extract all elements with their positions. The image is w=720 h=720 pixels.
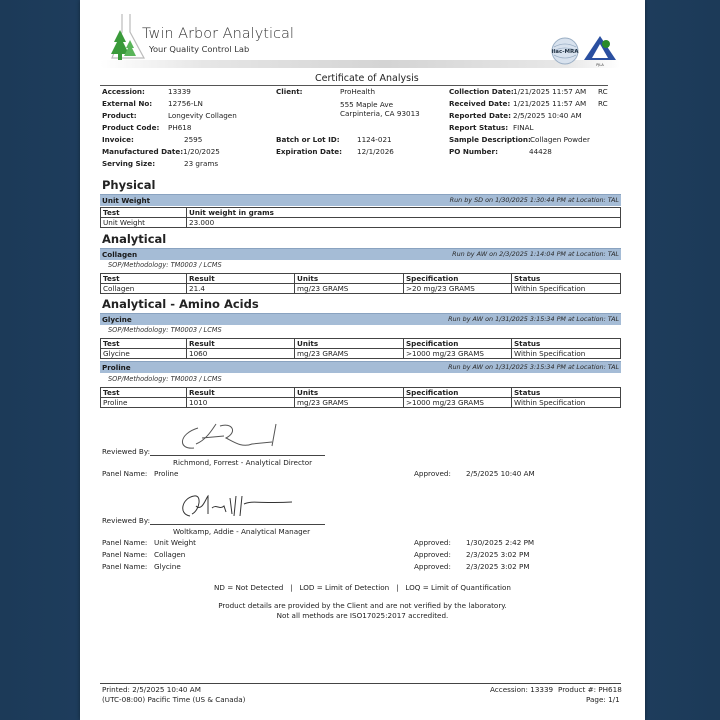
panel-name-label: Panel Name:	[102, 538, 148, 547]
product-code-label: Product Code:	[102, 123, 160, 132]
client-name: ProHealth	[340, 87, 376, 96]
section-physical-heading: Physical	[102, 178, 156, 192]
reported-date-label: Reported Date:	[449, 111, 511, 120]
footer-rule	[100, 683, 621, 684]
po-number-label: PO Number:	[449, 147, 498, 156]
signature-woltkamp	[172, 490, 302, 522]
column-header: Result	[187, 339, 295, 349]
footer-product: Product #: PH618	[558, 685, 622, 694]
external-no-label: External No:	[102, 99, 153, 108]
reported-date-value: 2/5/2025 10:40 AM	[513, 111, 582, 120]
approved-label: Approved:	[414, 469, 451, 478]
panel-run-info: Run by SD on 1/30/2025 1:30:44 PM at Location: TAL	[449, 196, 619, 204]
approved-value: 1/30/2025 2:42 PM	[466, 538, 535, 547]
table-row	[101, 398, 621, 408]
column-header: Status	[512, 388, 621, 398]
approved-label: Approved:	[414, 538, 451, 547]
printed-date: Printed: 2/5/2025 10:40 AM	[102, 685, 201, 694]
cell-units: mg/23 GRAMS	[295, 349, 404, 359]
cell-specification: >1000 mg/23 GRAMS	[404, 349, 512, 359]
panel-run-info: Run by AW on 2/3/2025 1:14:04 PM at Location: TAL	[452, 250, 619, 258]
panel-name: Proline	[102, 363, 131, 372]
column-header: Units	[295, 274, 404, 284]
cell-result: 1010	[187, 398, 295, 408]
sop-methodology: SOP/Methodology: TM0003 / LCMS	[108, 375, 222, 383]
sop-methodology: SOP/Methodology: TM0003 / LCMS	[108, 326, 222, 334]
accession-value: 13339	[168, 87, 191, 96]
cell-status: Within Specification	[512, 349, 621, 359]
column-header: Status	[512, 274, 621, 284]
svg-text:ilac-MRA: ilac-MRA	[551, 49, 579, 55]
cell-result: 1060	[187, 349, 295, 359]
panel-name-value: Unit Weight	[154, 538, 196, 547]
disclaimer-line-2: Not all methods are ISO17025:2017 accredited.	[276, 611, 449, 620]
serving-size-value: 23 grams	[184, 159, 219, 168]
table-header-row	[101, 274, 621, 284]
client-label: Client:	[276, 87, 303, 96]
ilac-mra-logo-icon	[550, 37, 580, 65]
column-header: Test	[101, 388, 187, 398]
glycine-table	[100, 338, 621, 359]
panel-bar-proline	[100, 361, 621, 373]
table-header-row	[101, 388, 621, 398]
approved-value: 2/5/2025 10:40 AM	[466, 469, 535, 478]
panel-name: Unit Weight	[102, 196, 151, 205]
batch-value: 1124-021	[357, 135, 392, 144]
column-header: Test	[101, 274, 187, 284]
signature-line	[150, 524, 325, 525]
cell-test: Collagen	[101, 284, 187, 294]
pjla-logo-icon	[582, 34, 618, 68]
sop-methodology: SOP/Methodology: TM0003 / LCMS	[108, 261, 222, 269]
signature-richmond	[172, 420, 292, 454]
column-header: Units	[295, 339, 404, 349]
panel-run-info: Run by AW on 1/31/2025 3:15:34 PM at Location: TAL	[448, 315, 619, 323]
cell-test: Unit Weight	[101, 218, 187, 228]
collection-initials: RC	[598, 87, 608, 96]
accession-label: Accession:	[102, 87, 145, 96]
report-status-label: Report Status:	[449, 123, 509, 132]
product-value: Longevity Collagen	[168, 111, 237, 120]
approved-label: Approved:	[414, 562, 451, 571]
column-header: Status	[512, 339, 621, 349]
panel-name-label: Panel Name:	[102, 469, 148, 478]
panel-bar-unit-weight	[100, 194, 621, 206]
svg-text:PJLA: PJLA	[596, 63, 604, 67]
batch-label: Batch or Lot ID:	[276, 135, 340, 144]
table-row	[101, 218, 621, 228]
column-header: Test	[101, 339, 187, 349]
header-rule	[100, 85, 608, 86]
signature-line	[150, 455, 325, 456]
column-header: Test	[101, 208, 187, 218]
table-header-row	[101, 339, 621, 349]
client-address-2: Carpinteria, CA 93013	[340, 109, 420, 118]
panel-name-label: Panel Name:	[102, 562, 148, 571]
column-header: Result	[187, 388, 295, 398]
cell-specification: >20 mg/23 GRAMS	[404, 284, 512, 294]
column-header: Specification	[404, 274, 512, 284]
cell-status: Within Specification	[512, 398, 621, 408]
footer-accession: Accession: 13339	[490, 685, 554, 694]
certificate-page	[80, 0, 645, 720]
cell-result: 21.4	[187, 284, 295, 294]
cell-status: Within Specification	[512, 284, 621, 294]
reviewer-name: Richmond, Forrest - Analytical Director	[173, 458, 313, 467]
panel-name-value: Glycine	[154, 562, 181, 571]
disclaimer-line-1: Product details are provided by the Client and are not verified by the laboratory.	[218, 601, 507, 610]
approved-label: Approved:	[414, 550, 451, 559]
cell-result: 23.000	[187, 218, 621, 228]
panel-run-info: Run by AW on 1/31/2025 3:15:34 PM at Location: TAL	[448, 363, 619, 371]
panel-bar-glycine	[100, 313, 621, 325]
product-code-value: PH618	[168, 123, 192, 132]
cell-test: Glycine	[101, 349, 187, 359]
report-status-value: FINAL	[513, 123, 534, 132]
approved-value: 2/3/2025 3:02 PM	[466, 550, 530, 559]
panel-name: Collagen	[102, 250, 138, 259]
received-initials: RC	[598, 99, 608, 108]
collection-date-label: Collection Date:	[449, 87, 514, 96]
table-row	[101, 349, 621, 359]
manufactured-date-label: Manufactured Date:	[102, 147, 184, 156]
invoice-value: 2595	[184, 135, 203, 144]
reviewed-by-label: Reviewed By:	[102, 516, 150, 525]
panel-bar-collagen	[100, 248, 621, 260]
approved-value: 2/3/2025 3:02 PM	[466, 562, 530, 571]
sample-description-value: Collagen Powder	[530, 135, 590, 144]
cell-specification: >1000 mg/23 GRAMS	[404, 398, 512, 408]
reviewed-by-label: Reviewed By:	[102, 447, 150, 456]
product-label: Product:	[102, 111, 137, 120]
invoice-label: Invoice:	[102, 135, 134, 144]
cell-test: Proline	[101, 398, 187, 408]
panel-name-value: Proline	[154, 469, 179, 478]
lab-name: Twin Arbor Analytical	[142, 26, 294, 42]
table-header-row	[101, 208, 621, 218]
sample-description-label: Sample Description:	[449, 135, 531, 144]
panel-name-label: Panel Name:	[102, 550, 148, 559]
client-address-1: 555 Maple Ave	[340, 100, 394, 109]
timezone: (UTC-08:00) Pacific Time (US & Canada)	[102, 695, 246, 704]
table-row	[101, 284, 621, 294]
external-no-value: 12756-LN	[168, 99, 203, 108]
unit-weight-table	[100, 207, 621, 228]
received-date-value: 1/21/2025 11:57 AM	[513, 99, 587, 108]
proline-table	[100, 387, 621, 408]
po-number-value: 44428	[529, 147, 552, 156]
panel-name-value: Collagen	[154, 550, 186, 559]
cell-units: mg/23 GRAMS	[295, 398, 404, 408]
serving-size-label: Serving Size:	[102, 159, 156, 168]
cell-units: mg/23 GRAMS	[295, 284, 404, 294]
reviewer-name: Woltkamp, Addie - Analytical Manager	[173, 527, 311, 536]
lab-tagline: Your Quality Control Lab	[149, 44, 250, 54]
column-header: Unit weight in grams	[187, 208, 621, 218]
expiration-value: 12/1/2026	[357, 147, 394, 156]
panel-name: Glycine	[102, 315, 132, 324]
column-header: Result	[187, 274, 295, 284]
section-analytical-heading: Analytical	[102, 232, 167, 246]
page-number: Page: 1/1	[586, 695, 620, 704]
column-header: Units	[295, 388, 404, 398]
document-title: Certificate of Analysis	[315, 73, 419, 84]
manufactured-date-value: 1/20/2025	[183, 147, 220, 156]
section-amino-acids-heading: Analytical - Amino Acids	[102, 297, 259, 311]
collection-date-value: 1/21/2025 11:57 AM	[513, 87, 587, 96]
received-date-label: Received Date:	[449, 99, 511, 108]
column-header: Specification	[404, 388, 512, 398]
expiration-label: Expiration Date:	[276, 147, 343, 156]
abbreviation-legend: ND = Not Detected | LOD = Limit of Detection | LOQ = Limit of Quantification	[214, 583, 511, 592]
header-swoosh	[100, 60, 620, 68]
collagen-table	[100, 273, 621, 294]
column-header: Specification	[404, 339, 512, 349]
